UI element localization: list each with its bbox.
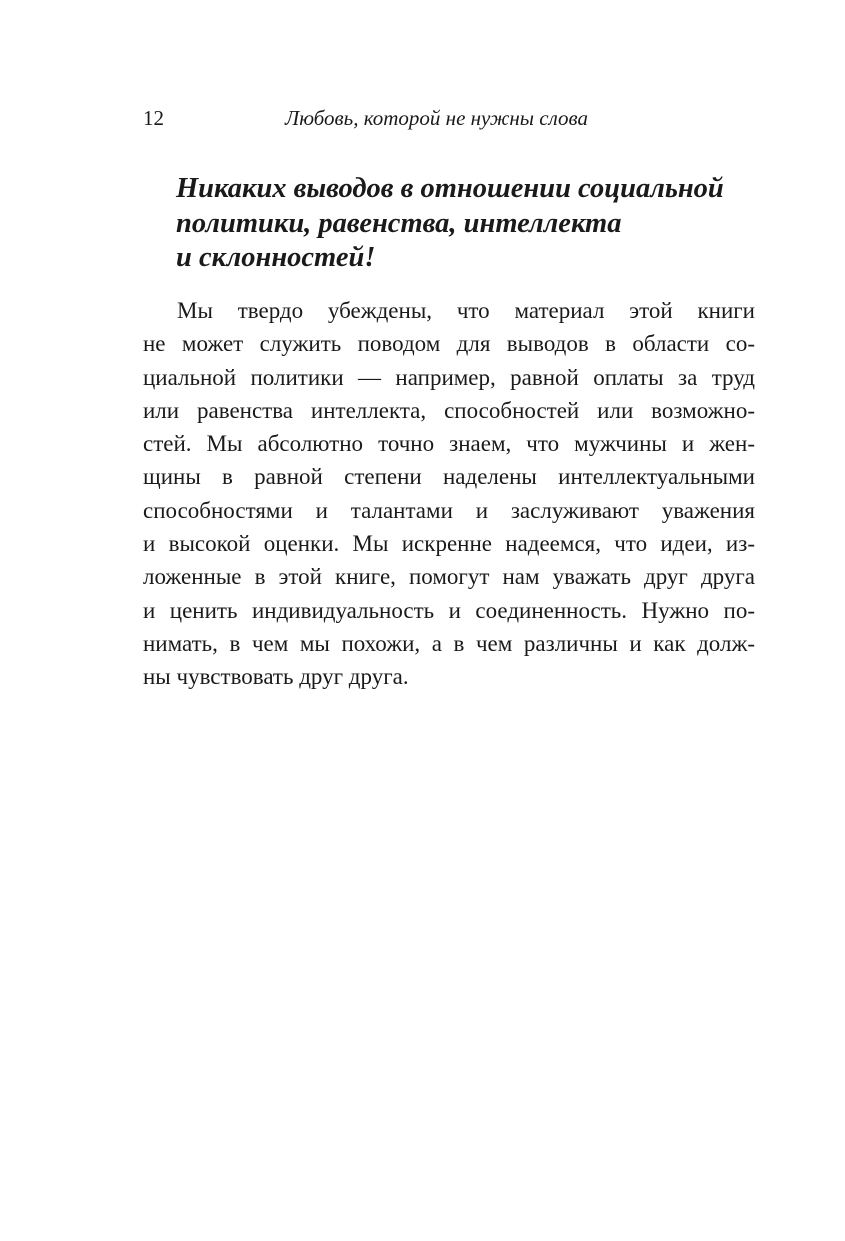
paragraph-line: циальной политики — например, равной оплаты за труд [143,364,755,390]
section-heading-line: и склонностей! [176,242,376,273]
paragraph-line: ложенные в этой книге, помогут нам уважать друг друга [143,564,755,590]
paragraph-line: не может служить поводом для выводов в области со- [143,331,755,357]
paragraph-line: Мы твердо убеждены, что материал этой книги [177,298,755,323]
running-header [143,104,755,134]
body-paragraph [143,294,755,694]
paragraph-line: щины в равной степени наделены интеллектуальными [143,464,755,490]
book-title: Любовь, которой не нужны слова [285,106,588,130]
paragraph-line: способностями и талантами и заслуживают уважения [143,497,755,523]
paragraph-line: или равенства интеллекта, способностей или возможно- [143,397,755,423]
paragraph-line: ны чувствовать друг друга. [143,664,409,690]
paragraph-line: и ценить индивидуальность и соединенность. Нужно по- [143,597,755,623]
paragraph-line: и высокой оценки. Мы искренне надеемся, что идеи, из- [143,531,755,557]
page-number: 12 [143,106,164,130]
paragraph-line: стей. Мы абсолютно точно знаем, что мужчины и жен- [143,431,755,457]
section-heading-line: политики, равенства, интеллекта [176,207,622,239]
section-heading [176,172,766,276]
section-heading-line: Никаких выводов в отношении социальной [176,173,724,204]
paragraph-line: нимать, в чем мы похожи, а в чем различны и как долж- [143,630,755,656]
